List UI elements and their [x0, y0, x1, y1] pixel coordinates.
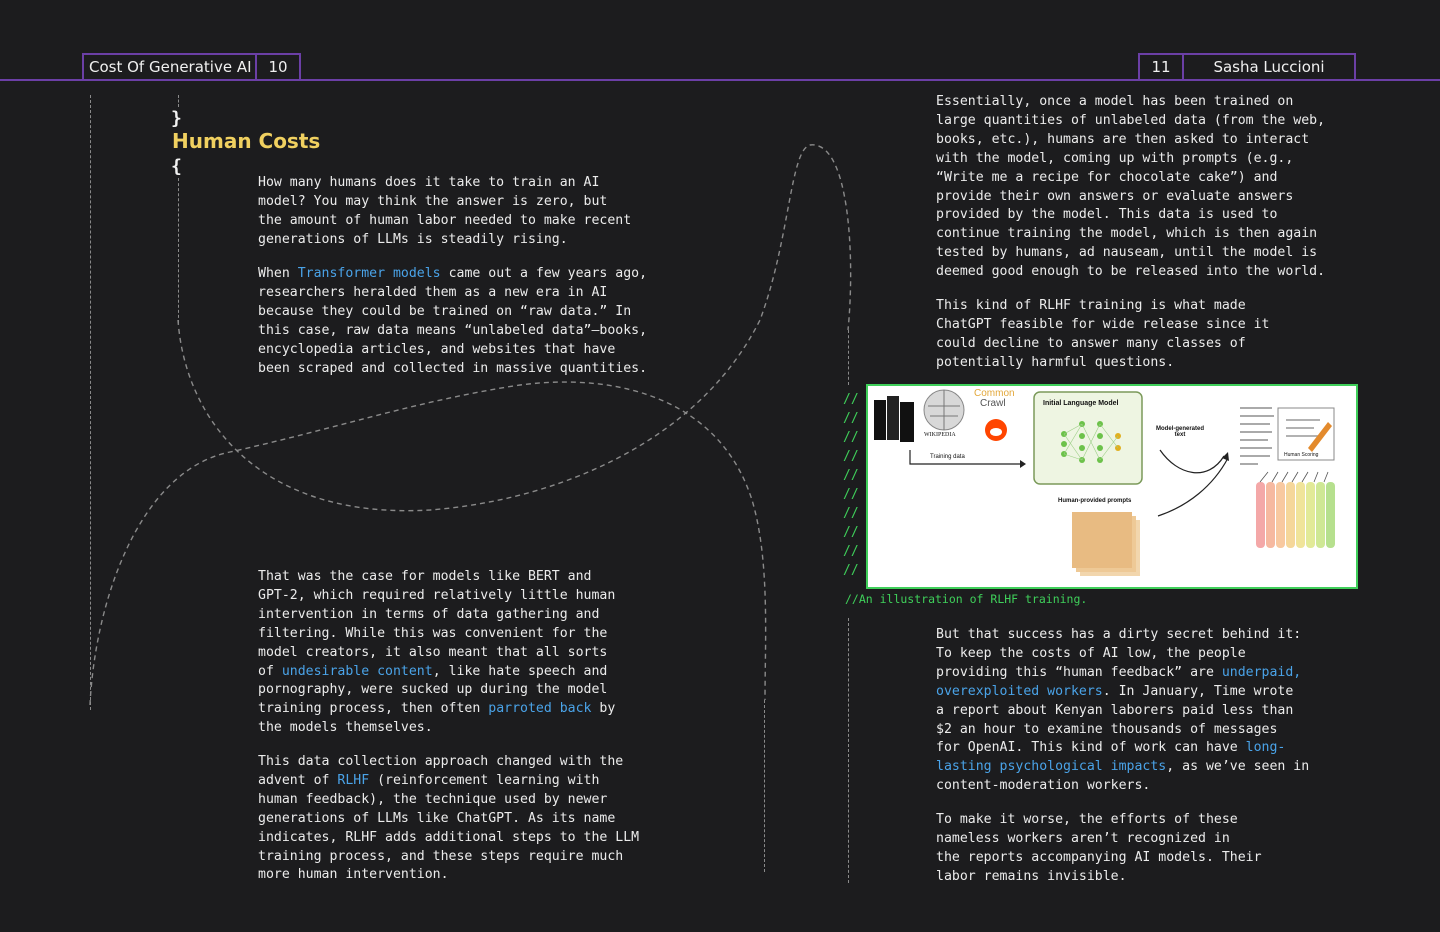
author-tab: Sasha Luccioni	[1182, 53, 1356, 79]
column-guide-right-bottom	[848, 618, 849, 883]
model-output-arrow	[1160, 450, 1224, 473]
brace-guide-top	[178, 95, 179, 107]
generated-text-lines	[1240, 408, 1274, 464]
open-brace: {	[171, 156, 182, 177]
human-scoring-bars	[1256, 482, 1335, 548]
brace-guide	[178, 178, 179, 323]
section-title: Human Costs	[172, 129, 321, 153]
model-generated-label: Model-generated text	[1156, 426, 1205, 438]
human-scoring-label: Human Scoring	[1284, 452, 1319, 458]
transformer-models-link[interactable]: Transformer models	[297, 266, 441, 281]
left-paragraph-2: When Transformer models came out a few years ago, researchers heralded them as a new era in AI because they could be trained on “raw data.” In this case, raw data means “unlabeled data”—books, encyclopedia articles, and websites that have been scraped and collected in massive quantities.	[258, 266, 648, 376]
books-icon	[874, 396, 914, 442]
rlhf-link[interactable]: RLHF	[337, 772, 370, 788]
parroted-back-link[interactable]: parroted back	[488, 701, 592, 717]
right-paragraph-1: Essentially, once a model has been trained on large quantities of unlabeled data (from the web, books, etc.), humans are then asked to interact with the model, coming up with prompts (e.g., “Write me a recipe for chocolate cake”) and provide their own answers or evaluate answers provided by the model. This data is used to continue training the model, which is then again tested by humans, ad nauseam, until the model is deemed good enough to be released into the world.	[936, 94, 1326, 280]
rlhf-diagram	[868, 386, 1356, 587]
reddit-icon	[985, 419, 1007, 441]
human-prompts-label: Human-provided prompts	[1058, 498, 1132, 504]
common-label: Common	[974, 388, 1015, 399]
wikipedia-label: WIKIPEDIA	[924, 432, 956, 438]
left-paragraph-4: This data collection approach changed with the advent of RLHF (reinforcement learning with human feedback), the technique used by newer generations of LLMs like ChatGPT. As its name indicates, RLHF adds additional steps to the LLM training process, and these steps require much more human intervention.	[258, 754, 640, 883]
left-page-number: 10	[255, 53, 301, 79]
right-page-number: 11	[1138, 53, 1184, 79]
left-margin-guide	[90, 95, 91, 710]
right-paragraph-2: This kind of RLHF training is what made ChatGPT feasible for wide release since it could decline to answer many classes of potentially harmful questions.	[936, 298, 1270, 370]
psychological-impacts-link[interactable]: long- lasting psychological impacts	[936, 740, 1286, 775]
crawl-label: Crawl	[980, 398, 1006, 409]
feedback-arrow	[1158, 458, 1228, 516]
left-paragraph-3: That was the case for models like BERT and GPT-2, which required relatively little human intervention in terms of data gathering and filtering. While this was convenient for the model creators, it also meant that all sorts of undesirable content, like hate speech and pornography, were sucked up during the model training process, then often parroted back by the models themselves.	[258, 569, 616, 736]
right-paragraph-3: But that success has a dirty secret behind it: To keep the costs of AI low, the people providing this “human feedback” are underpaid, overexploited workers. In January, Time wrote a report about Kenyan laborers paid less than $2 an hour to examine thousands of messages for OpenAI. This kind of work can have long- lasting psychological impacts, as we’ve seen in content-moderation workers.	[936, 627, 1310, 794]
human-prompts-stack	[1072, 512, 1140, 576]
close-brace: }	[171, 108, 182, 129]
undesirable-content-link[interactable]: undesirable content	[281, 663, 433, 679]
initial-lm-label: Initial Language Model	[1043, 400, 1119, 407]
right-paragraph-4: To make it worse, the efforts of these nameless workers aren’t recognized in the reports accompanying AI models. Their labor remains invisible.	[936, 812, 1262, 884]
wikipedia-globe-icon	[924, 390, 964, 430]
underpaid-workers-link[interactable]: underpaid, overexploited workers	[936, 664, 1302, 699]
book-title-tab: Cost Of Generative AI	[82, 53, 257, 79]
training-data-label: Training data	[930, 454, 965, 460]
figure-caption: //An illustration of RLHF training.	[845, 592, 1088, 606]
column-guide-left	[764, 700, 765, 872]
rlhf-illustration	[866, 384, 1358, 589]
header-rule	[0, 79, 1440, 81]
training-data-arrow	[910, 450, 1020, 464]
left-paragraph-1: How many humans does it take to train an AI model? You may think the answer is zero, but the amount of human labor needed to make recent generations of LLMs is steadily rising.	[258, 175, 632, 247]
column-guide-right-top	[848, 330, 849, 385]
code-comment-slashes: // // // // // // // // // //	[843, 392, 859, 578]
